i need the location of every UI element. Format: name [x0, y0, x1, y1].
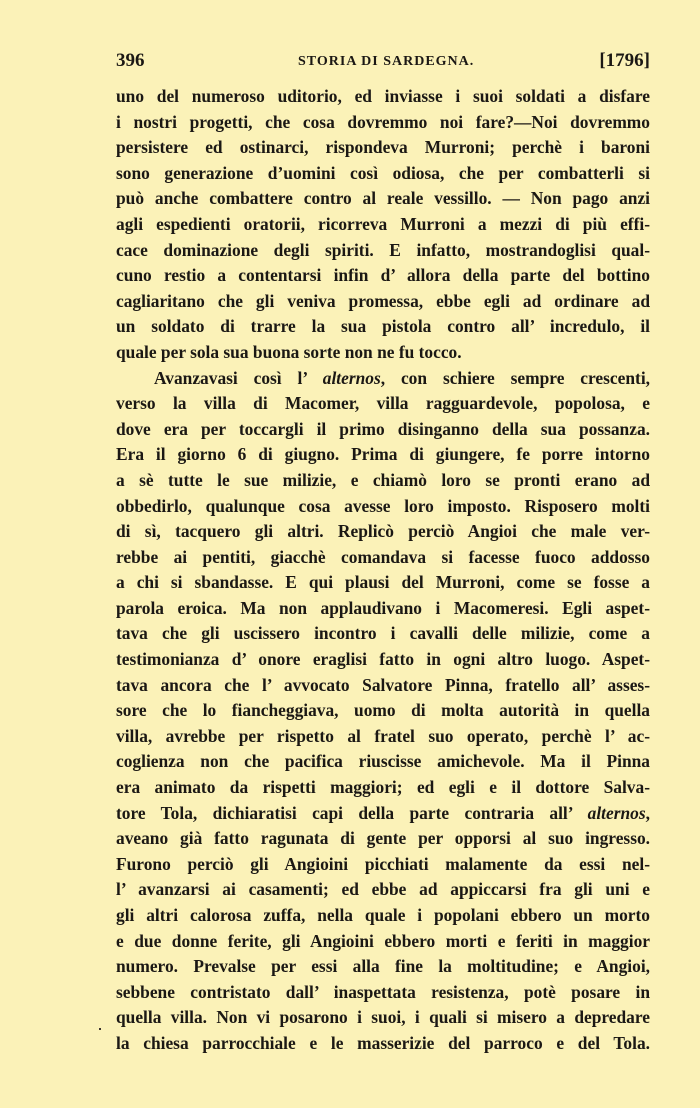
text-line: tava ancora che l’ avvocato Salvatore Pinna, fratello all’ asses-: [116, 674, 650, 695]
text-line: cace dominazione degli spiriti. E infatto, mostrandoglisi qual-: [116, 239, 650, 260]
text-line: villa, avrebbe per rispetto al fratel suo operato, perchè l’ ac-: [116, 725, 650, 746]
text-line: aveano già fatto ragunata di gente per opporsi al suo ingresso.: [116, 828, 650, 849]
book-title: STORIA DI SARDEGNA.: [298, 54, 475, 69]
text-line: sore che lo fiancheggiava, uomo di molta autorità in quella: [116, 700, 650, 721]
year-marker: [1796]: [599, 50, 650, 71]
text-line: verso la villa di Macomer, villa ragguardevole, popolosa, e: [116, 393, 650, 414]
text-line: obbedirlo, qualunque cosa avesse loro imposto. Risposero molti: [116, 495, 650, 516]
scan-watermark: [500, 1094, 610, 1108]
text-line: tava che gli uscissero incontro i cavalli delle milizie, come a: [116, 623, 650, 644]
text-line: parola eroica. Ma non applaudivano i Macomeresi. Egli aspet-: [116, 597, 650, 618]
text-line: gli altri calorosa zuffa, nella quale i popolani ebbero un morto: [116, 905, 650, 925]
text-line: era animato da rispetti maggiori; ed egli e il dottore Salva-: [116, 777, 650, 798]
text-line: testimonianza d’ onore eraglisi fatto in ogni altro luogo. Aspet-: [116, 649, 650, 670]
text-line: Era il giorno 6 di giugno. Prima di giungere, fe porre intorno: [116, 444, 650, 465]
body-text: [116, 84, 650, 1057]
text-line: a sè tutte le sue milizie, e chiamò loro se pronti erano ad: [116, 469, 650, 490]
text-line: cuno restio a contentarsi infin d’ allora della parte del bottino: [116, 265, 650, 286]
text-line: sebbene contristato dall’ inaspettata resistenza, potè posare in: [116, 981, 650, 1002]
text-line: quella villa. Non vi posarono i suoi, i quali si misero a depredare: [116, 1007, 650, 1028]
text-line: la chiesa parrocchiale e le masserizie del parroco e del Tola.: [116, 1032, 650, 1053]
text-line: l’ avanzarsi ai casamenti; ed ebbe ad appiccarsi fra gli uni e: [116, 879, 650, 900]
text-line: uno del numeroso uditorio, ed inviasse i suoi soldati a disfare: [116, 86, 650, 106]
text-line: persistere ed ostinarci, rispondeva Murroni; perchè i baroni: [116, 137, 650, 158]
text-line: di sì, tacquero gli altri. Replicò perciò Angioi che male ver-: [116, 521, 650, 542]
text-line: tore Tola, dichiaratisi capi della parte contraria all’ alternos,: [116, 802, 650, 823]
text-line: dove era per toccargli il primo disinganno della sua possanza.: [116, 418, 650, 439]
text-line: a chi si sbandasse. E qui plausi del Murroni, come se fosse a: [116, 572, 650, 593]
text-line: Furono perciò gli Angioini picchiati malamente da essi nel-: [116, 853, 650, 874]
page-number: 396: [116, 50, 145, 71]
text-line: agli espedienti oratorii, ricorreva Murroni a mezzi di più effi-: [116, 213, 650, 234]
text-line: rebbe ai pentiti, giacchè comandava si facesse fuoco addosso: [116, 546, 650, 567]
text-line: coglienza non che pacifica riuscisse amichevole. Ma il Pinna: [116, 751, 650, 772]
text-line: può anche combattere contro al reale vessillo. — Non pago anzi: [116, 188, 650, 209]
text-line: un soldato di trarre la sua pistola contro all’ incredulo, il: [116, 316, 650, 337]
running-head: [116, 50, 650, 78]
text-line: i nostri progetti, che cosa dovremmo noi fare?—Noi dovremmo: [116, 111, 650, 132]
paragraph-end-line: quale per sola sua buona sorte non ne fu tocco.: [116, 341, 462, 362]
text-line: e due donne ferite, gli Angioini ebbero morti e feriti in maggior: [116, 930, 650, 951]
margin-speck: [99, 1028, 101, 1030]
text-line: numero. Prevalse per essi alla fine la moltitudine; e Angioi,: [116, 956, 650, 977]
paragraph-start-line: Avanzavasi così l’ alternos, con schiere sempre crescenti,: [154, 367, 650, 388]
text-line: cagliaritano che gli veniva promessa, ebbe egli ad ordinare ad: [116, 290, 650, 311]
text-line: sono generazione d’uomini così odiosa, che per combatterli si: [116, 162, 650, 183]
